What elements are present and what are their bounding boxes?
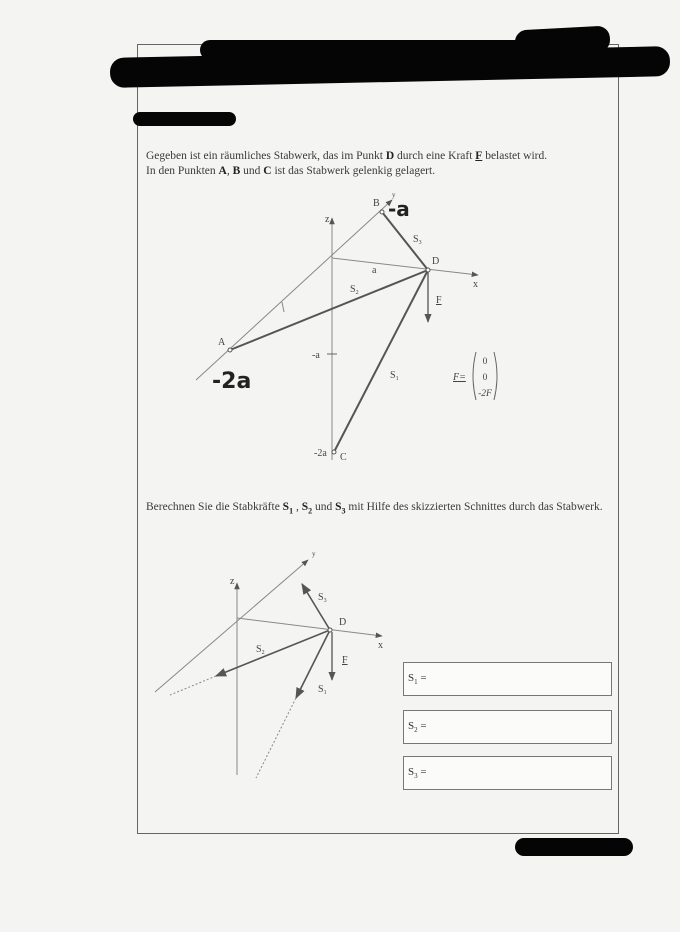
answer-s1-sub: 1: [414, 678, 418, 687]
fbd-s2-text: S: [256, 644, 262, 655]
f-label-fig1: F: [436, 295, 442, 306]
s1-label: S: [282, 501, 290, 513]
a-dimension-label: a: [372, 265, 377, 276]
answer-s3-label: S: [408, 766, 415, 778]
y-axis: [196, 200, 392, 380]
vector-bracket-right: [494, 352, 497, 400]
fbd-d-label: D: [339, 617, 347, 628]
answer-s1-label: S: [408, 672, 415, 684]
fbd-z-label: z: [230, 576, 235, 587]
joint-d: [426, 268, 430, 272]
s1-sub: 1: [289, 506, 294, 516]
point-a-label: A: [218, 165, 227, 177]
y-label: y: [392, 191, 396, 199]
fbd-s1-text: S: [318, 684, 324, 695]
joint-b: [380, 210, 384, 214]
vector-bracket-left: [473, 352, 476, 400]
intro-text-part: belastet wird.: [482, 150, 548, 162]
x-axis: [332, 258, 478, 275]
s3-label-fig1: [413, 234, 422, 246]
fbd-s3-text: S: [318, 592, 324, 603]
s3-sub: 3: [341, 506, 346, 516]
question-text-part: Berechnen Sie die Stabkräfte: [146, 501, 283, 513]
fbd-s2-label: [256, 644, 265, 656]
fbd-s1-sub: 1: [323, 690, 327, 696]
answer-s2-label: S: [408, 720, 415, 732]
answer-s3-eq: =: [417, 766, 427, 778]
fbd-s1-dashed: [256, 698, 296, 778]
s2-text: S: [350, 284, 356, 295]
vector-y: 0: [482, 373, 488, 383]
answer-s2-eq: =: [417, 720, 427, 732]
bar-s2: [230, 270, 428, 350]
question-text-part: ,: [293, 501, 302, 513]
s2-label: S: [301, 501, 309, 513]
answer-box-s2[interactable]: [403, 710, 612, 744]
answer-s3-sub: 3: [414, 772, 418, 781]
neg-a-tick-label: -a: [312, 350, 320, 361]
intro-text-part: Gegeben ist ein räumliches Stabwerk, das im Punkt: [146, 150, 386, 162]
question-text-part: mit Hilfe des skizzierten Schnittes durch das Stabwerk.: [345, 501, 603, 513]
fbd-s1-label: [318, 684, 327, 696]
intro-text-part: und: [240, 165, 264, 177]
s2-sub: 2: [308, 506, 313, 516]
intro-text-part: ist das Stabwerk gelenkig gelagert.: [271, 165, 436, 177]
neg-2a-tick-label: -2a: [314, 448, 327, 459]
intro-text-part: In den Punkten: [146, 165, 219, 177]
a-label: A: [218, 337, 226, 348]
answer-box-s1[interactable]: [403, 662, 612, 696]
fbd-s1-arrow: [296, 630, 330, 698]
vector-x: 0: [482, 357, 488, 367]
intro-text-part: durch eine Kraft: [394, 150, 476, 162]
c-label: C: [340, 452, 347, 463]
s1-label-fig1: [390, 370, 399, 382]
fbd-s3-sub: 3: [323, 598, 327, 604]
fbd-x-label: x: [378, 640, 383, 651]
question-text-part: und: [312, 501, 336, 513]
z-label: z: [325, 214, 330, 225]
handwritten-note-a: -2a: [212, 369, 252, 394]
s3-text: S: [413, 234, 419, 245]
vector-label: F=: [453, 372, 466, 383]
s2-label-fig1: [350, 284, 359, 296]
handwritten-note-b: -a: [388, 197, 410, 221]
s3-label: S: [335, 501, 342, 513]
point-d-label: D: [385, 150, 395, 162]
fbd-s2-arrow: [216, 630, 330, 676]
joint-a: [228, 348, 232, 352]
fbd-x-axis: [237, 618, 382, 636]
point-b-label: B: [232, 165, 241, 177]
fbd-f-label: F: [342, 655, 348, 666]
fbd-s2-sub: 2: [261, 650, 265, 656]
s2-sub-text: 2: [355, 290, 359, 296]
d-label: D: [432, 256, 440, 267]
fbd-s2-dashed: [170, 676, 216, 695]
fbd-s3-arrow: [302, 584, 330, 630]
joint-c: [332, 450, 336, 454]
s3-sub-text: 3: [418, 240, 422, 246]
b-label: B: [373, 198, 380, 209]
fbd-y-label: y: [312, 550, 316, 558]
x-label: x: [473, 279, 478, 290]
vector-z: -2F: [478, 389, 492, 399]
answer-s1-eq: =: [417, 672, 427, 684]
bar-s1: [334, 270, 428, 452]
answer-s2-sub: 2: [414, 726, 418, 735]
force-f-label: F: [475, 150, 483, 162]
point-c-label: C: [263, 165, 272, 177]
fbd-s3-label: [318, 592, 327, 604]
intro-text-part: ,: [226, 165, 233, 177]
answer-box-s3[interactable]: [403, 756, 612, 790]
y-tick: [282, 302, 284, 312]
s1-text: S: [390, 370, 396, 381]
s1-sub-text: 1: [395, 376, 399, 382]
fbd-joint-d: [328, 628, 332, 632]
